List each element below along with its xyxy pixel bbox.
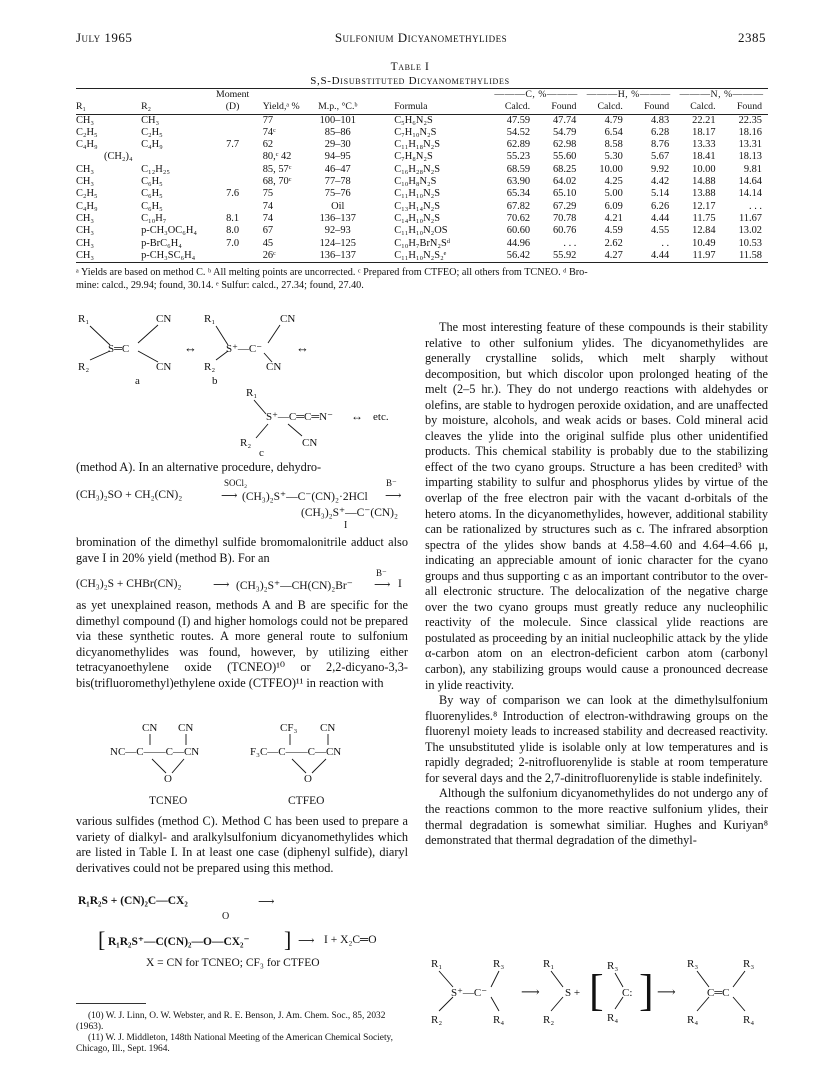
cell-yield: 75 bbox=[262, 188, 274, 200]
cell-formula: C₁₄H₁₀N₂S bbox=[394, 212, 441, 224]
cell-n-calcd: 18.41 bbox=[692, 151, 716, 163]
cell-n-calcd: 10.49 bbox=[692, 237, 716, 249]
cell-yield: 77 bbox=[262, 114, 274, 126]
svg-text:↔: ↔ bbox=[296, 340, 309, 355]
cell-c-calcd: 56.42 bbox=[490, 250, 536, 263]
cell-c-found: 62.98 bbox=[552, 139, 577, 151]
cell-n-found: 18.13 bbox=[738, 151, 762, 163]
svg-text:CN: CN bbox=[142, 722, 158, 734]
cell-r1: CH₃ bbox=[76, 212, 95, 224]
structure-label-c: c bbox=[259, 447, 264, 459]
svg-text:[: [ bbox=[589, 966, 604, 1015]
cell-formula: C₁₃H₁₄N₂S bbox=[394, 200, 441, 212]
scheme-products: I + X₂C═O bbox=[324, 934, 377, 946]
reaction-arrow: ⟶ bbox=[374, 579, 391, 591]
cell-h-calcd: 4.59 bbox=[604, 225, 623, 237]
cell-r1: CH₃ bbox=[76, 250, 141, 263]
cell-r2: C₁₀H₇ bbox=[141, 212, 167, 224]
svg-text:R₁: R₁ bbox=[543, 958, 555, 970]
svg-text:R₂: R₂ bbox=[240, 437, 252, 449]
cell-r1: C₂H₅ bbox=[76, 188, 98, 200]
cell-yield: 68, 70ᶜ bbox=[262, 176, 292, 188]
table-caption: Table I bbox=[390, 61, 430, 73]
cell-n-found: 18.16 bbox=[738, 126, 762, 138]
svg-text:⟶: ⟶ bbox=[521, 984, 540, 999]
ctfeo-label: CTFEO bbox=[288, 795, 325, 807]
cell-h-found: . . bbox=[661, 237, 670, 249]
svg-text:CN: CN bbox=[156, 313, 172, 325]
eq2-base: B⁻ bbox=[376, 568, 387, 578]
cell-r2: CH₃ bbox=[141, 114, 160, 126]
cell-moment: 7.6 bbox=[226, 188, 240, 200]
eq2-intermediate: (CH₃)₂S⁺—CH(CN)₂Br⁻ bbox=[236, 580, 353, 592]
header-h-group: ———H, %——— bbox=[586, 89, 671, 100]
cell-formula: C₁₁H₁₀N₂OS bbox=[394, 225, 448, 237]
cell-r2 bbox=[141, 151, 212, 163]
cell-h-calcd: 4.27 bbox=[582, 250, 628, 263]
cell-moment bbox=[212, 114, 252, 127]
cell-h-found: 6.28 bbox=[650, 126, 670, 138]
cell-h-found: 6.26 bbox=[650, 200, 670, 212]
cell-h-found: 4.55 bbox=[650, 225, 670, 237]
cell-h-found: 5.14 bbox=[650, 188, 670, 200]
svg-text:R₁: R₁ bbox=[78, 313, 90, 325]
svg-text:S⁺—C⁻: S⁺—C⁻ bbox=[226, 343, 263, 355]
cell-h-calcd: 4.25 bbox=[604, 176, 623, 188]
reaction-arrow: ⟶ bbox=[385, 490, 402, 502]
table-row bbox=[76, 114, 768, 127]
table-row bbox=[76, 151, 768, 163]
svg-text:R₂: R₂ bbox=[431, 1014, 443, 1026]
structure-label-a: a bbox=[135, 375, 140, 387]
cell-melting-point: 94–95 bbox=[324, 151, 351, 163]
eq2-product: I bbox=[398, 578, 402, 590]
svg-text:R₄: R₄ bbox=[607, 1012, 619, 1024]
cell-r1: CH₃ bbox=[76, 114, 95, 126]
svg-text:R₃: R₃ bbox=[743, 958, 755, 970]
cell-h-calcd: 4.21 bbox=[604, 212, 623, 224]
header-moment-unit: (D) bbox=[212, 101, 252, 114]
cell-c-found: 68.25 bbox=[552, 163, 577, 175]
left-column-method-a bbox=[76, 460, 408, 476]
reaction-arrow: ⟶ bbox=[258, 896, 275, 908]
cell-formula: C₁₁H₁₀N₂S₂ᵉ bbox=[364, 250, 490, 263]
scheme-epoxide-oxygen: O bbox=[222, 911, 230, 922]
cell-moment: 7.0 bbox=[226, 237, 240, 249]
svg-text:CN: CN bbox=[178, 722, 194, 734]
svg-text:R₁: R₁ bbox=[204, 313, 216, 325]
cell-r1: C₂H₅ bbox=[76, 126, 98, 138]
cell-c-calcd: 47.59 bbox=[506, 114, 531, 126]
cell-c-found: 60.76 bbox=[552, 225, 577, 237]
reaction-arrow: ⟶ bbox=[221, 490, 238, 502]
cell-n-found: 11.67 bbox=[739, 212, 762, 224]
eq2-reactants: (CH₃)₂S + CHBr(CN)₂ bbox=[76, 578, 182, 590]
equation-method-a bbox=[76, 478, 408, 531]
svg-text:CN: CN bbox=[266, 361, 282, 373]
cell-r1: (CH₂)₄ bbox=[104, 151, 133, 163]
cell-h-calcd: 6.09 bbox=[604, 200, 623, 212]
cell-r2: C₂H₅ bbox=[141, 126, 163, 138]
cell-r2: C₁₂H₂₅ bbox=[141, 163, 171, 175]
cell-yield: 74ᶜ bbox=[262, 126, 276, 138]
cell-n-calcd: 11.97 bbox=[675, 250, 721, 263]
cell-melting-point: 100–101 bbox=[319, 114, 356, 126]
cell-h-found: 4.42 bbox=[650, 176, 670, 188]
footnote-rule bbox=[76, 1003, 146, 1004]
cell-r1: CH₃ bbox=[76, 237, 95, 249]
cell-melting-point: 92–93 bbox=[324, 225, 351, 237]
svg-text:S═C: S═C bbox=[108, 343, 130, 355]
cell-melting-point: 46–47 bbox=[324, 163, 351, 175]
table-title: S,S-Disubstituted Dicyanomethylides bbox=[310, 75, 510, 87]
svg-text:S⁺—C═C═N⁻: S⁺—C═C═N⁻ bbox=[266, 411, 333, 423]
cell-n-found: . . . bbox=[749, 200, 762, 212]
svg-text:O: O bbox=[304, 773, 312, 785]
table-row bbox=[76, 213, 768, 225]
cell-melting-point: 124–125 bbox=[319, 237, 356, 249]
cell-n-calcd: 12.84 bbox=[692, 225, 716, 237]
eq1-base: B⁻ bbox=[386, 478, 397, 488]
table-row bbox=[76, 139, 768, 151]
cell-moment: 7.7 bbox=[226, 139, 240, 151]
header-r1: R₁ bbox=[76, 101, 141, 114]
cell-moment bbox=[212, 164, 252, 176]
eq1-reactants: (CH₃)₂SO + CH₂(CN)₂ bbox=[76, 489, 183, 501]
svg-text:S +: S + bbox=[565, 987, 581, 999]
cell-formula: C₁₀H₇BrN₂Sᵈ bbox=[394, 237, 451, 249]
svg-text:R₃: R₃ bbox=[493, 958, 505, 970]
header-moment-top: Moment bbox=[216, 89, 250, 100]
cell-r2: C₆H₅ bbox=[141, 200, 163, 212]
reaction-arrow: ⟶ bbox=[213, 579, 230, 591]
cell-moment: 8.1 bbox=[226, 212, 240, 224]
cell-h-found: 4.83 bbox=[650, 114, 670, 126]
cell-formula: C₁₁H₁₈N₂S bbox=[394, 139, 441, 151]
svg-text:CN: CN bbox=[156, 361, 172, 373]
cell-melting-point: 85–86 bbox=[324, 126, 351, 138]
cell-formula: C₁₀H₈N₂S bbox=[394, 176, 437, 188]
cell-melting-point: 136–137 bbox=[319, 212, 356, 224]
header-formula: Formula bbox=[364, 101, 490, 114]
cell-n-found: 14.14 bbox=[738, 188, 762, 200]
cell-yield: 85, 57ᶜ bbox=[262, 163, 292, 175]
scheme-bracket-right: ] bbox=[284, 927, 292, 952]
cell-c-found: 65.10 bbox=[552, 188, 577, 200]
cell-n-found: 11.58 bbox=[722, 250, 768, 263]
svg-text:CF₃: CF₃ bbox=[280, 722, 298, 734]
cell-melting-point: 77–78 bbox=[324, 176, 351, 188]
reference-10: (10) W. J. Linn, O. W. Webster, and R. E. Benson, J. Am. Chem. Soc., 85, 2032 (1963). bbox=[76, 1011, 386, 1032]
cell-c-found: 67.29 bbox=[552, 200, 577, 212]
cell-formula: C₁₆H₂₈N₂S bbox=[394, 163, 441, 175]
right-column-text bbox=[425, 320, 768, 849]
paragraph-degradation: Although the sulfonium dicyanomethylides do not undergo any of the reactions common to the more reactive sulfonium ylides, their thermal degradation is somewhat similiar. Hughes and Kuriyan⁸ demonstrated that thermal degradation of the dimethyl- bbox=[425, 786, 768, 848]
cell-n-found: 13.02 bbox=[738, 225, 762, 237]
cell-formula: C₇H₁₀N₂S bbox=[394, 126, 437, 138]
cell-h-found: 4.44 bbox=[650, 212, 670, 224]
cell-yield: 26ᶜ bbox=[253, 250, 312, 263]
svg-text:↔: ↔ bbox=[184, 340, 197, 355]
header-h-found: Found bbox=[629, 101, 675, 114]
cell-h-calcd: 4.79 bbox=[604, 114, 623, 126]
cell-h-found: 9.92 bbox=[650, 163, 670, 175]
cell-h-calcd: 2.62 bbox=[604, 237, 623, 249]
table-row bbox=[76, 225, 768, 237]
cell-yield: 74 bbox=[262, 200, 274, 212]
reaction-arrow: ⟶ bbox=[298, 935, 315, 947]
cell-moment: 8.0 bbox=[226, 225, 240, 237]
epoxide-structures bbox=[110, 721, 390, 787]
svg-text:F₃C—C——C—CN: F₃C—C——C—CN bbox=[250, 746, 342, 758]
running-head-date: July 1965 bbox=[76, 30, 133, 45]
cell-c-calcd: 60.60 bbox=[506, 225, 531, 237]
svg-text:R₄: R₄ bbox=[687, 1014, 699, 1026]
header-r2: R₂ bbox=[141, 101, 212, 114]
table-row bbox=[76, 127, 768, 139]
header-n-calcd: Calcd. bbox=[675, 101, 721, 114]
cell-c-calcd: 54.52 bbox=[506, 126, 531, 138]
cell-c-calcd: 68.59 bbox=[506, 163, 531, 175]
paragraph-comparison: By way of comparison we can look at the dimethylsulfonium fluorenylides.⁸ Introduction of electron-withdrawing groups on the fluorenyl moiety leads to increased stability and decreased reactivity. The unsubstituted ylide is isolable only at low temperatures and is rapidly degraded; 2-nitrofluorenylide is stable at room temperature for several days and the 2,7-dinitrofluorenylide is stable indefinitely. bbox=[425, 693, 768, 785]
cell-melting-point: 136–137 bbox=[311, 250, 364, 263]
reference-11: (11) W. J. Middleton, 148th National Meeting of the American Chemical Society, Chicago, Ill., Sept. 1964. bbox=[76, 1033, 393, 1054]
cell-c-found: 54.79 bbox=[552, 126, 577, 138]
left-column-paragraph bbox=[76, 598, 408, 691]
structure-label-b: b bbox=[212, 375, 218, 387]
cell-n-found: 14.64 bbox=[738, 176, 762, 188]
left-column-method-c bbox=[76, 814, 408, 876]
svg-text:↔: ↔ bbox=[351, 409, 363, 423]
cell-c-calcd: 67.82 bbox=[506, 200, 531, 212]
paragraph: (method A). In an alternative procedure, dehydro- bbox=[76, 460, 322, 474]
cell-yield: 45 bbox=[262, 237, 274, 249]
cell-n-found: 10.53 bbox=[738, 237, 762, 249]
eq1-intermediate: (CH₃)₂S⁺—C⁻(CN)₂·2HCl bbox=[242, 491, 368, 503]
cell-n-calcd: 10.00 bbox=[692, 163, 716, 175]
cell-moment bbox=[212, 250, 252, 263]
cell-formula: C₅H₆N₂S bbox=[394, 114, 433, 126]
header-c-group: ———C, %——— bbox=[494, 89, 578, 100]
cell-r2: C₆H₅ bbox=[141, 176, 163, 188]
header-n-found: Found bbox=[722, 101, 768, 114]
degradation-scheme bbox=[425, 955, 768, 1030]
svg-text:S⁺—C⁻: S⁺—C⁻ bbox=[451, 987, 488, 999]
cell-n-found: 22.35 bbox=[738, 114, 762, 126]
header-c-found: Found bbox=[536, 101, 582, 114]
header-h-calcd: Calcd. bbox=[582, 101, 628, 114]
cell-c-calcd: 62.89 bbox=[506, 139, 531, 151]
cell-n-calcd: 13.33 bbox=[692, 139, 716, 151]
table-row bbox=[76, 201, 768, 213]
cell-r1: CH₃ bbox=[76, 225, 95, 237]
svg-text:C═C: C═C bbox=[707, 987, 730, 999]
svg-text:CN: CN bbox=[302, 437, 318, 449]
svg-text:R₄: R₄ bbox=[743, 1014, 755, 1026]
svg-text:⟶: ⟶ bbox=[657, 984, 676, 999]
cell-h-found: 4.44 bbox=[629, 250, 675, 263]
cell-h-found: 8.76 bbox=[650, 139, 670, 151]
svg-text:CN: CN bbox=[280, 313, 296, 325]
svg-text:O: O bbox=[164, 773, 172, 785]
cell-melting-point: 29–30 bbox=[324, 139, 351, 151]
table-row bbox=[76, 238, 768, 250]
eq1-product: (CH₃)₂S⁺—C⁻(CN)₂ bbox=[301, 507, 399, 519]
header-mp: M.p., °C.ᵇ bbox=[311, 101, 364, 114]
cell-r2: C₆H₅ bbox=[141, 188, 163, 200]
svg-text:R₃: R₃ bbox=[607, 960, 619, 972]
cell-c-found: 64.02 bbox=[552, 176, 577, 188]
cell-n-calcd: 13.88 bbox=[692, 188, 716, 200]
equation-method-b bbox=[76, 568, 408, 592]
cell-r2: p-CH₃SC₆H₄ bbox=[141, 250, 212, 263]
paragraph: as yet unexplained reason, methods A and B are specific for the dimethyl compound (I) and higher homologs could not be prepared via these synthetic routes. A more general route to sulfonium dicyanomethylides was found, however, by utilizing either tetracyanoethylene oxide (TCNEO)¹⁰ or 2,2-dicyano-3,3-bis(trifluoromethyl)ethylene oxide (CTFEO)¹¹ in reaction with bbox=[76, 598, 408, 690]
cell-moment bbox=[212, 176, 252, 188]
cell-c-calcd: 70.62 bbox=[506, 212, 531, 224]
header-n-group: ———N, %——— bbox=[679, 89, 764, 100]
cell-h-calcd: 5.00 bbox=[604, 188, 623, 200]
cell-yield: 62 bbox=[262, 139, 274, 151]
cell-formula: C₇H₈N₂S bbox=[394, 151, 433, 163]
svg-text:C:: C: bbox=[622, 987, 633, 999]
scheme-intermediate: R₁R₂S⁺—C(CN)₂—O—CX₂⁻ bbox=[108, 936, 250, 948]
left-column-method-b bbox=[76, 535, 408, 566]
table-row bbox=[76, 188, 768, 200]
cell-c-found: . . . bbox=[563, 237, 577, 249]
cell-c-calcd: 55.23 bbox=[506, 151, 531, 163]
cell-h-calcd: 5.30 bbox=[604, 151, 623, 163]
cell-r1: C₄H₉ bbox=[76, 139, 98, 151]
cell-c-found: 55.92 bbox=[536, 250, 582, 263]
table-footnote-line: mine: calcd., 29.94; found, 30.14. ᵉ Sulfur: calcd., 27.34; found, 27.40. bbox=[76, 279, 364, 291]
cell-r2: p-BrC₆H₄ bbox=[141, 237, 182, 249]
cell-moment bbox=[212, 127, 252, 139]
references bbox=[76, 1011, 408, 1055]
cell-n-calcd: 12.17 bbox=[692, 200, 716, 212]
cell-r1: CH₃ bbox=[76, 176, 95, 188]
cell-h-calcd: 6.54 bbox=[604, 126, 623, 138]
svg-text:R₁: R₁ bbox=[431, 958, 443, 970]
cell-n-calcd: 14.88 bbox=[692, 176, 716, 188]
cell-n-calcd: 18.17 bbox=[692, 126, 716, 138]
cell-yield: 74 bbox=[262, 212, 274, 224]
method-c-scheme bbox=[76, 895, 408, 995]
cell-melting-point: Oil bbox=[331, 200, 345, 212]
svg-text:R₄: R₄ bbox=[493, 1014, 505, 1026]
cell-yield: 80,ᶜ 42 bbox=[262, 151, 292, 163]
cell-formula: C₁₁H₁₀N₂S bbox=[394, 188, 441, 200]
svg-text:R₂: R₂ bbox=[78, 361, 90, 373]
scheme-note: X = CN for TCNEO; CF₃ for CTFEO bbox=[146, 957, 320, 969]
running-head bbox=[76, 30, 766, 48]
cell-n-found: 13.31 bbox=[738, 139, 762, 151]
resonance-etc: etc. bbox=[373, 411, 389, 423]
svg-text:R₃: R₃ bbox=[687, 958, 699, 970]
resonance-structures bbox=[76, 310, 416, 458]
cell-n-found: 9.81 bbox=[743, 163, 762, 175]
eq1-reagent: SOCl₂ bbox=[224, 478, 248, 488]
cell-h-calcd: 10.00 bbox=[599, 163, 623, 175]
svg-text:R₁: R₁ bbox=[246, 387, 258, 399]
paragraph-stability: The most interesting feature of these compounds is their stability relative to other sulfonium ylides. The dicyanomethylides are generally crystalline solids, which melt sharply without decomposition, but which discolor upon prolonged heating of the melt (2–5 hr.). They do not undergo reactions with aldehydes or olefins, are stable to hydrogen peroxide oxidation, and are unaffected by moisture, alcohols, and weak acids or bases. Cold mineral acid cleaves the ylide into the original sulfide plus other unidentified products. This chemical stability is probably due to the stabilizing effect of the two cyano groups. Structure a has been credited³ with imparting stability to sulfur and phosphorus ylides by virtue of the overlap of the free electron pair with the vacant d-orbitals of the hetero atoms. In the dicyanomethylides, however, additional stability can be rationalized by structures such as c. The infrared absorption spectra of the ylides show bands at 4.58–4.60 and 4.64–4.66 μ, indicating an appreciable amount of ionic character for the cyano groups and thus supporting c as an important contributor to the over-all electronic structure. The delocalization of the negative charge over the two cyano groups must greatly reduce any nucleophilic reactivity of the molecule. Since classical ylide reactions are postulated as proceeding by an initial nucleophilic attack by the ylide α-carbon atom on an electron-deficient carbon atom (carbonyl carbon), any stabilizing groups would cause a pronounced decrease in ylide reactivity. bbox=[425, 320, 768, 692]
cell-c-found: 55.60 bbox=[552, 151, 577, 163]
paragraph: bromination of the dimethyl sulfide bromomalonitrile adduct also gave I in 20% yield (method B). For an bbox=[76, 535, 408, 565]
cell-c-calcd: 44.96 bbox=[506, 237, 531, 249]
cell-n-calcd: 11.75 bbox=[692, 212, 716, 224]
cell-moment bbox=[212, 151, 252, 163]
table-footnote-line: ᵃ Yields are based on method C. ᵇ All melting points are uncorrected. ᶜ Prepared from CTFEO; all others from TCNEO. ᵈ Bro- bbox=[76, 267, 588, 278]
table-row bbox=[76, 176, 768, 188]
table-row bbox=[76, 164, 768, 176]
cell-h-calcd: 8.58 bbox=[604, 139, 623, 151]
svg-text:R₂: R₂ bbox=[204, 361, 216, 373]
cell-c-calcd: 63.90 bbox=[506, 176, 531, 188]
table-footnotes bbox=[76, 267, 768, 292]
running-head-title: Sulfonium Dicyanomethylides bbox=[334, 30, 508, 45]
svg-text:R₂: R₂ bbox=[543, 1014, 555, 1026]
page-number: 2385 bbox=[738, 30, 766, 45]
paragraph: various sulfides (method C). Method C has been used to prepare a variety of dialkyl- and aralkylsulfonium dicyanomethylides which are listed in Table I. In at least one case (diphenyl sulfide), diaryl derivatives could not be prepared using this method. bbox=[76, 814, 408, 875]
data-table bbox=[76, 88, 768, 263]
cell-r2: C₄H₉ bbox=[141, 139, 163, 151]
cell-r2: p-CH₃OC₆H₄ bbox=[141, 225, 197, 237]
tcneo-label: TCNEO bbox=[149, 795, 188, 807]
svg-text:CN: CN bbox=[320, 722, 336, 734]
eq1-compound-label: I bbox=[344, 520, 348, 531]
cell-c-found: 70.78 bbox=[552, 212, 577, 224]
cell-h-found: 5.67 bbox=[650, 151, 670, 163]
table-row bbox=[76, 250, 768, 263]
scheme-bracket-left: [ bbox=[98, 927, 106, 952]
cell-melting-point: 75–76 bbox=[324, 188, 351, 200]
cell-n-calcd: 22.21 bbox=[692, 114, 716, 126]
cell-r1: C₄H₉ bbox=[76, 200, 98, 212]
svg-text:]: ] bbox=[639, 966, 654, 1015]
header-c-calcd: Calcd. bbox=[490, 101, 536, 114]
scheme-reactants: R₁R₂S + (CN)₂C—CX₂ bbox=[78, 895, 188, 907]
svg-text:NC—C——C—CN: NC—C——C—CN bbox=[110, 746, 200, 758]
cell-c-found: 47.74 bbox=[552, 114, 577, 126]
cell-moment bbox=[212, 201, 252, 213]
cell-c-calcd: 65.34 bbox=[506, 188, 531, 200]
cell-yield: 67 bbox=[262, 225, 274, 237]
header-yield: Yield,ᵃ % bbox=[253, 101, 312, 114]
cell-r1: CH₃ bbox=[76, 163, 95, 175]
